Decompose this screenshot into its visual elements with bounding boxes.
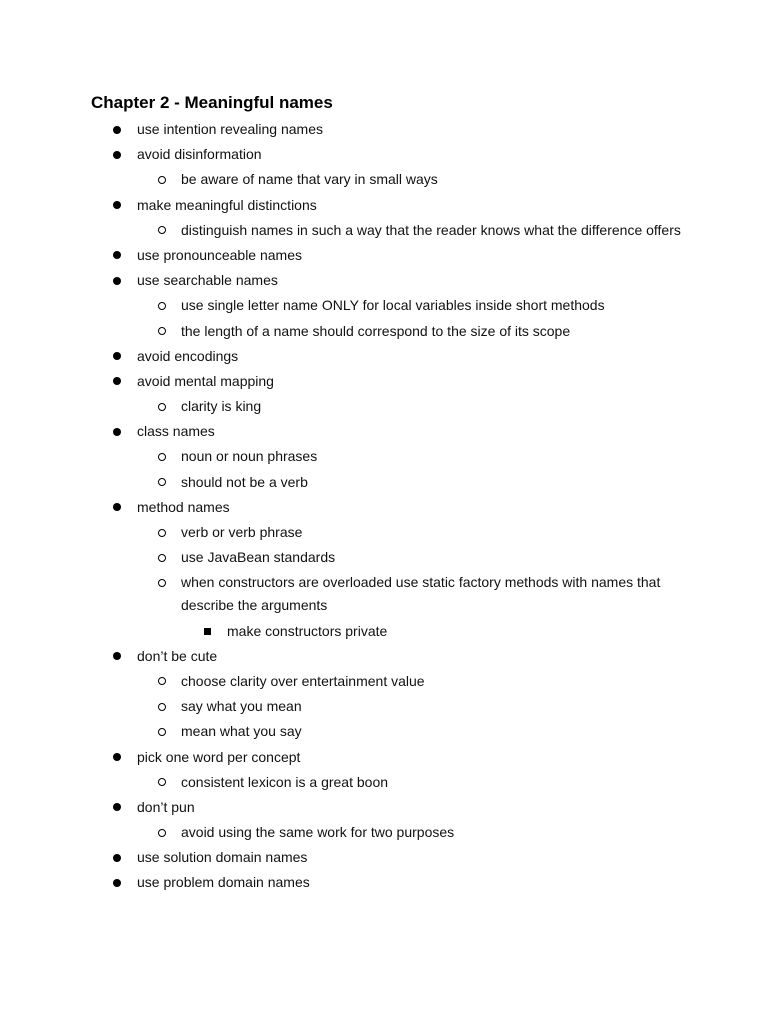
sub-list-item bbox=[0, 695, 701, 718]
list-item-text: class names bbox=[137, 423, 215, 440]
list-item bbox=[0, 118, 768, 141]
list-item bbox=[0, 194, 768, 217]
hollow-bullet-icon bbox=[158, 829, 166, 837]
filled-bullet-icon bbox=[113, 201, 121, 209]
list-item-text: don’t be cute bbox=[137, 647, 218, 664]
list-item-text: use JavaBean standards bbox=[181, 549, 336, 566]
bullet-marker bbox=[113, 370, 121, 393]
bullet-marker bbox=[158, 219, 166, 242]
hollow-bullet-icon bbox=[158, 778, 166, 786]
bullet-marker bbox=[204, 620, 211, 643]
bullet-marker bbox=[158, 571, 166, 594]
list-item-text: when constructors are overloaded use static factory methods with names that describe the arguments bbox=[181, 574, 661, 614]
list-item bbox=[0, 269, 768, 292]
filled-bullet-icon bbox=[113, 652, 121, 660]
bullet-marker bbox=[158, 445, 166, 468]
hollow-bullet-icon bbox=[158, 703, 166, 711]
bullet-marker bbox=[158, 670, 166, 693]
list-item-text: should not be a verb bbox=[181, 473, 308, 490]
list-item-text: the length of a name should correspond to the size of its scope bbox=[181, 322, 571, 339]
filled-bullet-icon bbox=[113, 753, 121, 761]
square-bullet-icon bbox=[204, 628, 211, 635]
bullet-marker bbox=[158, 395, 166, 418]
filled-bullet-icon bbox=[113, 428, 121, 436]
sub-list-item bbox=[0, 771, 701, 794]
bullet-marker bbox=[158, 695, 166, 718]
list-item-text: use pronounceable names bbox=[137, 246, 303, 263]
list-item-text: say what you mean bbox=[181, 698, 302, 715]
filled-bullet-icon bbox=[113, 377, 121, 385]
bullet-marker bbox=[113, 796, 121, 819]
list-item bbox=[0, 244, 768, 267]
bullet-marker bbox=[113, 244, 121, 267]
list-item-text: avoid disinformation bbox=[137, 146, 262, 163]
list-item bbox=[0, 370, 768, 393]
bullet-marker bbox=[158, 546, 166, 569]
hollow-bullet-icon bbox=[158, 176, 166, 184]
hollow-bullet-icon bbox=[158, 529, 166, 537]
hollow-bullet-icon bbox=[158, 579, 166, 587]
hollow-bullet-icon bbox=[158, 677, 166, 685]
hollow-bullet-icon bbox=[158, 327, 166, 335]
bullet-marker bbox=[113, 420, 121, 443]
hollow-bullet-icon bbox=[158, 554, 166, 562]
list-item-text: use problem domain names bbox=[137, 874, 310, 891]
bullet-marker bbox=[113, 846, 121, 869]
list-item-text: noun or noun phrases bbox=[181, 448, 318, 465]
bullet-marker bbox=[113, 345, 121, 368]
list-item-text: use intention revealing names bbox=[137, 121, 324, 137]
list-item-text: make constructors private bbox=[227, 622, 388, 639]
list-item-text: distinguish names in such a way that the reader knows what the difference offers bbox=[181, 221, 681, 238]
list-item bbox=[0, 143, 768, 166]
sub-list-item bbox=[0, 720, 701, 743]
bullet-marker bbox=[113, 118, 121, 141]
sub-list-item bbox=[0, 219, 701, 242]
list-item-text: use single letter name ONLY for local variables inside short methods bbox=[181, 297, 605, 314]
hollow-bullet-icon bbox=[158, 728, 166, 736]
bullet-marker bbox=[113, 194, 121, 217]
filled-bullet-icon bbox=[113, 251, 121, 259]
hollow-bullet-icon bbox=[158, 478, 166, 486]
bullet-marker bbox=[158, 521, 166, 544]
sub-list-item bbox=[0, 670, 701, 693]
list-item-text: make meaningful distinctions bbox=[137, 196, 317, 213]
filled-bullet-icon bbox=[113, 503, 121, 511]
list-item-text: be aware of name that vary in small ways bbox=[181, 171, 438, 188]
bullet-marker bbox=[113, 871, 121, 894]
list-item-text: don’t pun bbox=[137, 798, 195, 815]
filled-bullet-icon bbox=[113, 126, 121, 134]
sub-list-item bbox=[0, 521, 701, 544]
list-item-text: verb or verb phrase bbox=[181, 524, 303, 540]
filled-bullet-icon bbox=[113, 879, 121, 887]
list-item-text: use searchable names bbox=[137, 272, 278, 289]
bullet-marker bbox=[158, 821, 166, 844]
bullet-marker bbox=[113, 496, 121, 519]
bullet-list bbox=[0, 118, 768, 897]
hollow-bullet-icon bbox=[158, 226, 166, 234]
sub-list-item bbox=[0, 546, 701, 569]
list-item bbox=[0, 746, 768, 769]
list-item-text: pick one word per concept bbox=[137, 748, 301, 765]
list-item bbox=[0, 645, 768, 668]
bullet-marker bbox=[113, 269, 121, 292]
sub-list-item bbox=[0, 471, 701, 494]
list-item-text: clarity is king bbox=[181, 398, 262, 415]
bullet-marker bbox=[158, 320, 166, 343]
list-item-text: choose clarity over entertainment value bbox=[181, 672, 425, 689]
bullet-marker bbox=[113, 143, 121, 166]
list-item bbox=[0, 496, 768, 519]
list-item bbox=[0, 345, 768, 368]
chapter-title: Chapter 2 - Meaningful names bbox=[91, 93, 333, 112]
list-item-text: avoid using the same work for two purposes bbox=[181, 824, 455, 841]
sub-list-item bbox=[0, 168, 701, 191]
bullet-marker bbox=[158, 168, 166, 191]
bullet-marker bbox=[113, 746, 121, 769]
sub-sub-list-item bbox=[0, 620, 768, 643]
list-item-text: consistent lexicon is a great boon bbox=[181, 773, 389, 790]
list-item bbox=[0, 420, 768, 443]
sub-list-item bbox=[0, 821, 701, 844]
list-item-text: avoid encodings bbox=[137, 347, 239, 364]
list-item-text: method names bbox=[137, 498, 230, 515]
list-item bbox=[0, 846, 768, 869]
sub-list-item bbox=[0, 445, 701, 468]
sub-list-item bbox=[0, 395, 701, 418]
bullet-marker bbox=[113, 645, 121, 668]
filled-bullet-icon bbox=[113, 151, 121, 159]
sub-list-item bbox=[0, 294, 701, 317]
filled-bullet-icon bbox=[113, 352, 121, 360]
hollow-bullet-icon bbox=[158, 403, 166, 411]
bullet-marker bbox=[158, 294, 166, 317]
filled-bullet-icon bbox=[113, 803, 121, 811]
hollow-bullet-icon bbox=[158, 302, 166, 310]
bullet-marker bbox=[158, 771, 166, 794]
filled-bullet-icon bbox=[113, 854, 121, 862]
hollow-bullet-icon bbox=[158, 453, 166, 461]
list-item bbox=[0, 871, 768, 894]
list-item-text: use solution domain names bbox=[137, 849, 308, 866]
sub-list-item bbox=[0, 320, 701, 343]
list-item-text: avoid mental mapping bbox=[137, 372, 274, 389]
list-item bbox=[0, 796, 768, 819]
bullet-marker bbox=[158, 720, 166, 743]
list-item-text: mean what you say bbox=[181, 723, 302, 740]
filled-bullet-icon bbox=[113, 277, 121, 285]
sub-list-item bbox=[0, 571, 701, 617]
bullet-marker bbox=[158, 471, 166, 494]
